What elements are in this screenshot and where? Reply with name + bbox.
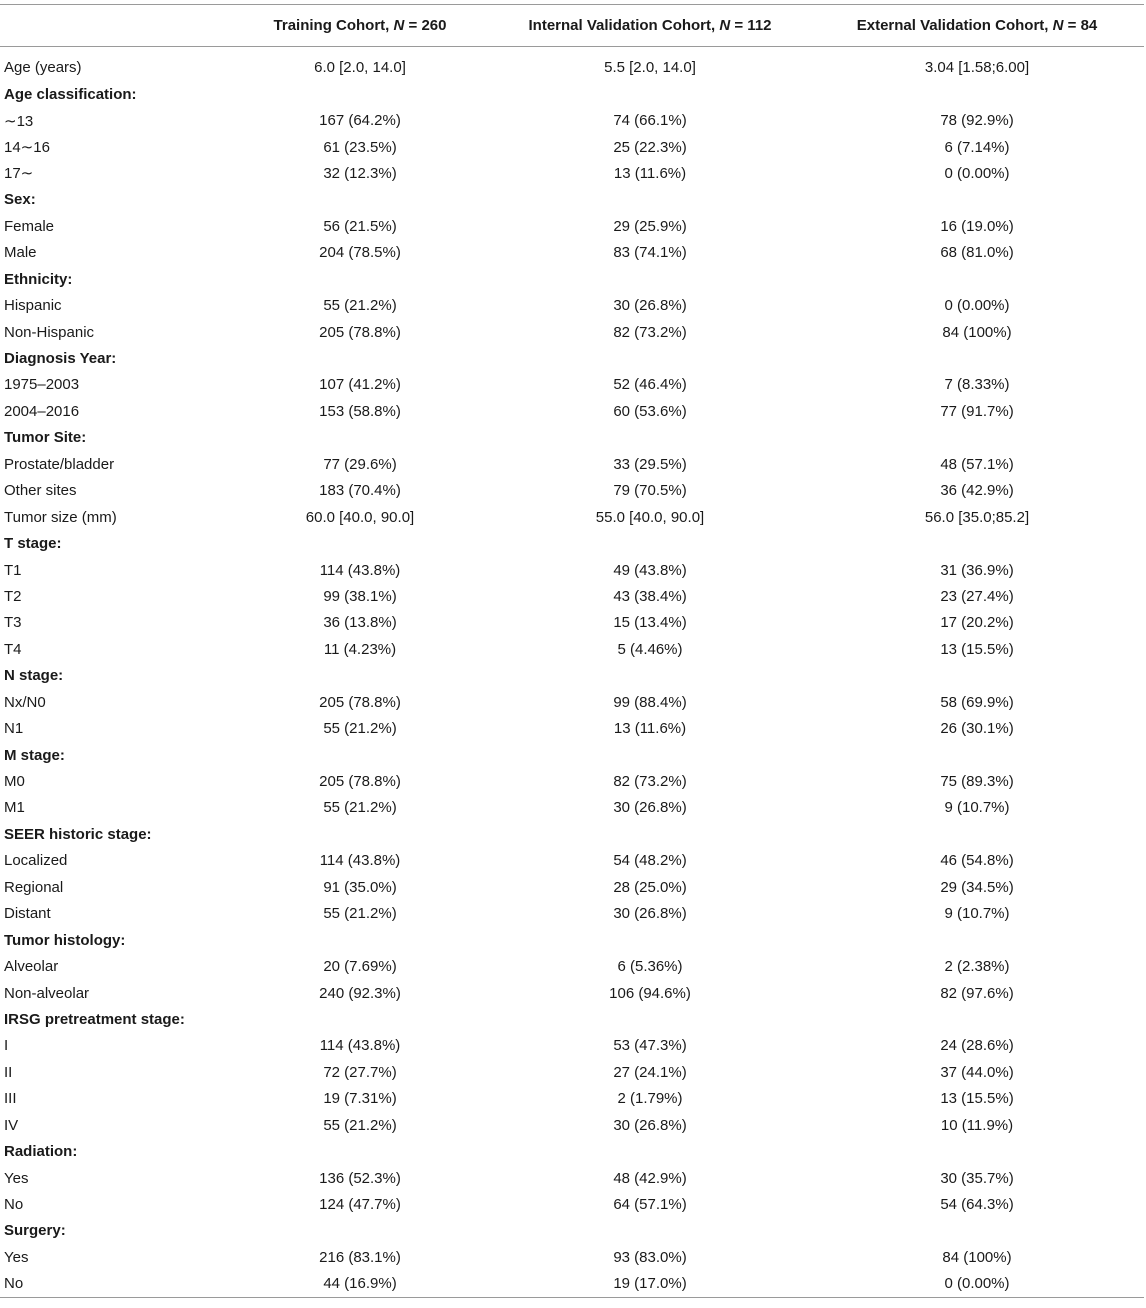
external-validation-value: 0 (0.00%): [810, 1271, 1144, 1297]
training-cohort-value: 114 (43.8%): [319, 561, 401, 579]
external-validation-value: 9 (10.7%): [944, 799, 1010, 817]
header-internal-text: Internal Validation Cohort,: [528, 17, 720, 34]
header-training-n: N: [393, 17, 405, 34]
section-header-row: [0, 1138, 1144, 1164]
table-row: [0, 504, 1144, 530]
section-title: SEER historic stage:: [4, 825, 152, 843]
external-validation-value: 24 (28.6%): [940, 1037, 1014, 1055]
section-title: M stage:: [4, 746, 65, 764]
row-label: Hispanic: [4, 297, 62, 315]
section-title: Tumor Site:: [4, 429, 87, 447]
training-cohort-value: [230, 1006, 490, 1032]
external-validation-value: [810, 742, 1144, 768]
internal-validation-value: 2 (1.79%): [617, 1090, 683, 1108]
section-title: T stage:: [4, 535, 62, 553]
training-cohort-value: 183 (70.4%): [319, 482, 401, 500]
row-label: T1: [4, 561, 22, 579]
row-label: ∼13: [4, 112, 34, 130]
external-validation-value: [810, 1006, 1144, 1032]
internal-validation-value: 15 (13.4%): [613, 614, 687, 632]
training-cohort-value: [230, 663, 490, 689]
training-cohort-value: 19 (7.31%): [323, 1090, 397, 1108]
table-row: [0, 610, 1144, 636]
row-label: III: [4, 1090, 17, 1108]
training-cohort-value: [230, 81, 490, 107]
row-label: II: [4, 1063, 13, 1081]
row-label: T3: [4, 614, 22, 632]
row-label: T4: [4, 640, 22, 658]
external-validation-value: [810, 530, 1144, 556]
header-external-count: = 84: [1063, 17, 1098, 34]
internal-validation-value: 30 (26.8%): [613, 799, 687, 817]
internal-validation-value: 6 (5.36%): [617, 958, 683, 976]
table-row: [0, 874, 1144, 900]
internal-validation-value: [490, 742, 810, 768]
external-validation-value: 17 (20.2%): [940, 614, 1014, 632]
external-validation-value: 37 (44.0%): [940, 1063, 1014, 1081]
row-label: Regional: [4, 878, 64, 896]
training-cohort-value: [230, 345, 490, 371]
internal-validation-value: 30 (26.8%): [613, 297, 687, 315]
table-row: [0, 1112, 1144, 1138]
external-validation-value: [810, 663, 1144, 689]
row-label: Other sites: [4, 482, 77, 500]
external-validation-value: 84 (100%): [942, 323, 1012, 341]
external-validation-value: 23 (27.4%): [940, 587, 1014, 605]
training-cohort-value: 204 (78.5%): [319, 244, 401, 262]
training-cohort-value: 72 (27.7%): [323, 1063, 397, 1081]
section-header-row: [0, 663, 1144, 689]
header-training-count: = 260: [404, 17, 447, 34]
training-cohort-value: 55 (21.2%): [323, 720, 397, 738]
external-validation-value: 10 (11.9%): [940, 1116, 1014, 1134]
table-row: [0, 319, 1144, 345]
table-row: [0, 134, 1144, 160]
external-validation-value: 46 (54.8%): [940, 852, 1014, 870]
row-label: Nx/N0: [4, 693, 46, 711]
external-validation-value: 13 (15.5%): [940, 1090, 1014, 1108]
internal-validation-value: [490, 1138, 810, 1164]
external-validation-value: 16 (19.0%): [940, 217, 1014, 235]
training-cohort-value: 114 (43.8%): [319, 1037, 401, 1055]
internal-validation-value: 30 (26.8%): [613, 905, 687, 923]
external-validation-value: [810, 927, 1144, 953]
external-validation-value: [810, 345, 1144, 371]
training-cohort-value: 240 (92.3%): [319, 984, 401, 1002]
external-validation-value: 29 (34.5%): [940, 878, 1014, 896]
section-title: Ethnicity:: [4, 270, 73, 288]
table-row: [0, 901, 1144, 927]
table-row: [0, 583, 1144, 609]
internal-validation-value: [490, 425, 810, 451]
external-validation-value: 36 (42.9%): [940, 482, 1014, 500]
header-external-text: External Validation Cohort,: [856, 17, 1053, 34]
table-row: [0, 372, 1144, 398]
row-label: Non-alveolar: [4, 984, 90, 1002]
table-header: [0, 5, 1144, 47]
external-validation-value: [810, 1218, 1144, 1244]
row-label: T2: [4, 587, 22, 605]
section-header-row: [0, 821, 1144, 847]
row-label: Distant: [4, 905, 51, 923]
external-validation-value: 56.0 [35.0;85.2]: [924, 508, 1030, 526]
external-validation-value: 26 (30.1%): [940, 720, 1014, 738]
section-title: Sex:: [4, 191, 36, 209]
header-internal-count: = 112: [730, 17, 772, 34]
header-variable: [0, 5, 230, 47]
header-internal-validation-cohort: [490, 5, 810, 47]
internal-validation-value: 25 (22.3%): [613, 138, 687, 156]
section-title: Diagnosis Year:: [4, 350, 117, 368]
internal-validation-value: 54 (48.2%): [613, 852, 687, 870]
training-cohort-value: [230, 266, 490, 292]
table-row: [0, 1165, 1144, 1191]
external-validation-value: 6 (7.14%): [944, 138, 1010, 156]
training-cohort-value: [230, 927, 490, 953]
training-cohort-value: [230, 425, 490, 451]
training-cohort-value: [230, 742, 490, 768]
table-row: [0, 1244, 1144, 1270]
internal-validation-value: 5.5 [2.0, 14.0]: [604, 59, 696, 77]
training-cohort-value: 55 (21.2%): [323, 799, 397, 817]
external-validation-value: [810, 266, 1144, 292]
external-validation-value: 7 (8.33%): [944, 376, 1010, 394]
training-cohort-value: 77 (29.6%): [323, 455, 397, 473]
table-row: [0, 848, 1144, 874]
table-row: [0, 398, 1144, 424]
internal-validation-value: 53 (47.3%): [613, 1037, 687, 1055]
training-cohort-value: 20 (7.69%): [323, 958, 397, 976]
row-label: IV: [4, 1116, 19, 1134]
external-validation-value: 78 (92.9%): [940, 112, 1014, 130]
section-title: Radiation:: [4, 1143, 78, 1161]
internal-validation-value: 106 (94.6%): [609, 984, 691, 1002]
external-validation-value: 77 (91.7%): [940, 402, 1014, 420]
training-cohort-value: 153 (58.8%): [319, 402, 401, 420]
internal-validation-value: 30 (26.8%): [613, 1116, 687, 1134]
internal-validation-value: 60 (53.6%): [613, 402, 687, 420]
table-row: [0, 478, 1144, 504]
row-label: 17∼: [4, 165, 34, 183]
table-row: [0, 715, 1144, 741]
table-row: [0, 689, 1144, 715]
external-validation-value: 48 (57.1%): [940, 455, 1014, 473]
training-cohort-value: 56 (21.5%): [323, 217, 397, 235]
internal-validation-value: 55.0 [40.0, 90.0]: [595, 508, 705, 526]
table-row: [0, 980, 1144, 1006]
training-cohort-value: 205 (78.8%): [319, 693, 401, 711]
section-header-row: [0, 530, 1144, 556]
table-row: [0, 240, 1144, 266]
external-validation-value: 58 (69.9%): [940, 693, 1014, 711]
table-body: [0, 47, 1144, 1298]
external-validation-value: 82 (97.6%): [940, 984, 1014, 1002]
table-row: [0, 107, 1144, 133]
row-label: Prostate/bladder: [4, 455, 115, 473]
row-label: I: [4, 1037, 9, 1055]
internal-validation-value: 28 (25.0%): [613, 878, 687, 896]
row-label: Alveolar: [4, 958, 59, 976]
section-header-row: [0, 742, 1144, 768]
external-validation-value: 30 (35.7%): [940, 1169, 1014, 1187]
external-validation-value: 54 (64.3%): [940, 1196, 1014, 1214]
internal-validation-value: [490, 187, 810, 213]
row-label: No: [0, 1271, 230, 1297]
internal-validation-value: 83 (74.1%): [613, 244, 687, 262]
training-cohort-value: 136 (52.3%): [319, 1169, 401, 1187]
row-label: Age (years): [4, 59, 82, 77]
section-header-row: [0, 345, 1144, 371]
row-label: 1975–2003: [4, 376, 80, 394]
training-cohort-value: 216 (83.1%): [319, 1248, 401, 1266]
table-row: [0, 1033, 1144, 1059]
external-validation-value: [810, 821, 1144, 847]
internal-validation-value: 99 (88.4%): [613, 693, 687, 711]
section-title: Surgery:: [4, 1222, 66, 1240]
header-gap-cell: [0, 47, 1144, 55]
external-validation-value: 2 (2.38%): [944, 958, 1010, 976]
table-row: [0, 557, 1144, 583]
training-cohort-value: 36 (13.8%): [323, 614, 397, 632]
row-label: Yes: [4, 1169, 29, 1187]
table-row: [0, 55, 1144, 81]
training-cohort-value: [230, 530, 490, 556]
internal-validation-value: 33 (29.5%): [613, 455, 687, 473]
external-validation-value: [810, 81, 1144, 107]
row-label: M1: [4, 799, 25, 817]
section-header-row: [0, 1218, 1144, 1244]
training-cohort-value: 55 (21.2%): [323, 1116, 397, 1134]
training-cohort-value: 114 (43.8%): [319, 852, 401, 870]
internal-validation-value: 93 (83.0%): [613, 1248, 687, 1266]
row-label: Tumor size (mm): [4, 508, 117, 526]
table-row: [0, 1059, 1144, 1085]
training-cohort-value: 205 (78.8%): [319, 773, 401, 791]
internal-validation-value: [490, 81, 810, 107]
header-external-n: N: [1052, 17, 1064, 34]
internal-validation-value: 13 (11.6%): [613, 720, 687, 738]
internal-validation-value: 52 (46.4%): [613, 376, 687, 394]
section-header-row: [0, 425, 1144, 451]
external-validation-value: [810, 425, 1144, 451]
section-header-row: [0, 1006, 1144, 1032]
row-label: Male: [4, 244, 37, 262]
training-cohort-value: 55 (21.2%): [323, 905, 397, 923]
training-cohort-value: 6.0 [2.0, 14.0]: [314, 59, 406, 77]
table-row: [0, 1271, 1144, 1297]
training-cohort-value: 44 (16.9%): [230, 1271, 490, 1297]
header-training-cohort: [230, 5, 490, 47]
row-label: 14∼16: [4, 139, 50, 157]
internal-validation-value: 19 (17.0%): [490, 1271, 810, 1297]
header-external-validation-cohort: [810, 5, 1144, 47]
cohort-characteristics-table: [0, 4, 1144, 1298]
internal-validation-value: 64 (57.1%): [613, 1196, 687, 1214]
training-cohort-value: 61 (23.5%): [323, 138, 397, 156]
external-validation-value: 0 (0.00%): [944, 164, 1010, 182]
table-row: [0, 953, 1144, 979]
table-row: [0, 292, 1144, 318]
external-validation-value: 3.04 [1.58;6.00]: [924, 59, 1030, 77]
table-row: [0, 636, 1144, 662]
external-validation-value: [810, 1138, 1144, 1164]
training-cohort-value: [230, 1138, 490, 1164]
header-row: [0, 5, 1144, 47]
internal-validation-value: 82 (73.2%): [613, 773, 687, 791]
internal-validation-value: [490, 1218, 810, 1244]
internal-validation-value: [490, 266, 810, 292]
internal-validation-value: 79 (70.5%): [613, 482, 687, 500]
header-internal-n: N: [719, 17, 731, 34]
training-cohort-value: 60.0 [40.0, 90.0]: [305, 508, 415, 526]
training-cohort-value: [230, 1218, 490, 1244]
section-title: Age classification:: [4, 85, 137, 103]
row-label: No: [4, 1196, 24, 1214]
internal-validation-value: 27 (24.1%): [613, 1063, 687, 1081]
table-row: [0, 768, 1144, 794]
row-label: Yes: [4, 1248, 29, 1266]
external-validation-value: 84 (100%): [942, 1248, 1012, 1266]
training-cohort-value: 99 (38.1%): [323, 587, 397, 605]
external-validation-value: 0 (0.00%): [944, 297, 1010, 315]
external-validation-value: 9 (10.7%): [944, 905, 1010, 923]
table-row: [0, 160, 1144, 186]
internal-validation-value: [490, 530, 810, 556]
table-row: [0, 795, 1144, 821]
internal-validation-value: [490, 927, 810, 953]
internal-validation-value: 74 (66.1%): [613, 112, 687, 130]
internal-validation-value: 13 (11.6%): [613, 164, 687, 182]
internal-validation-value: [490, 1006, 810, 1032]
row-label: Female: [4, 217, 55, 235]
training-cohort-value: 205 (78.8%): [319, 323, 401, 341]
internal-validation-value: 29 (25.9%): [613, 217, 687, 235]
section-header-row: [0, 81, 1144, 107]
training-cohort-value: 124 (47.7%): [319, 1196, 401, 1214]
training-cohort-value: 91 (35.0%): [323, 878, 397, 896]
table-row: [0, 451, 1144, 477]
internal-validation-value: [490, 821, 810, 847]
section-header-row: [0, 187, 1144, 213]
internal-validation-value: 43 (38.4%): [613, 587, 687, 605]
section-title: N stage:: [4, 667, 64, 685]
header-gap: [0, 47, 1144, 55]
training-cohort-value: [230, 821, 490, 847]
section-title: IRSG pretreatment stage:: [4, 1010, 185, 1028]
external-validation-value: 75 (89.3%): [940, 773, 1014, 791]
external-validation-value: 68 (81.0%): [940, 244, 1014, 262]
row-label: N1: [4, 720, 24, 738]
row-label: Non-Hispanic: [4, 323, 95, 341]
internal-validation-value: [490, 345, 810, 371]
table-row: [0, 1191, 1144, 1217]
training-cohort-value: 11 (4.23%): [323, 640, 397, 658]
table-row: [0, 213, 1144, 239]
section-header-row: [0, 266, 1144, 292]
internal-validation-value: [490, 663, 810, 689]
external-validation-value: 31 (36.9%): [940, 561, 1014, 579]
table-row: [0, 1086, 1144, 1112]
training-cohort-value: 167 (64.2%): [319, 112, 401, 130]
training-cohort-value: 55 (21.2%): [323, 297, 397, 315]
external-validation-value: 13 (15.5%): [940, 640, 1014, 658]
section-header-row: [0, 927, 1144, 953]
internal-validation-value: 49 (43.8%): [613, 561, 687, 579]
section-title: Tumor histology:: [4, 931, 126, 949]
internal-validation-value: 48 (42.9%): [613, 1169, 687, 1187]
header-training-text: Training Cohort,: [273, 17, 394, 34]
external-validation-value: [810, 187, 1144, 213]
row-label: 2004–2016: [4, 402, 80, 420]
row-label: Localized: [4, 852, 68, 870]
training-cohort-value: 107 (41.2%): [319, 376, 401, 394]
training-cohort-value: 32 (12.3%): [323, 164, 397, 182]
internal-validation-value: 5 (4.46%): [617, 640, 683, 658]
internal-validation-value: 82 (73.2%): [613, 323, 687, 341]
row-label: M0: [4, 773, 25, 791]
training-cohort-value: [230, 187, 490, 213]
